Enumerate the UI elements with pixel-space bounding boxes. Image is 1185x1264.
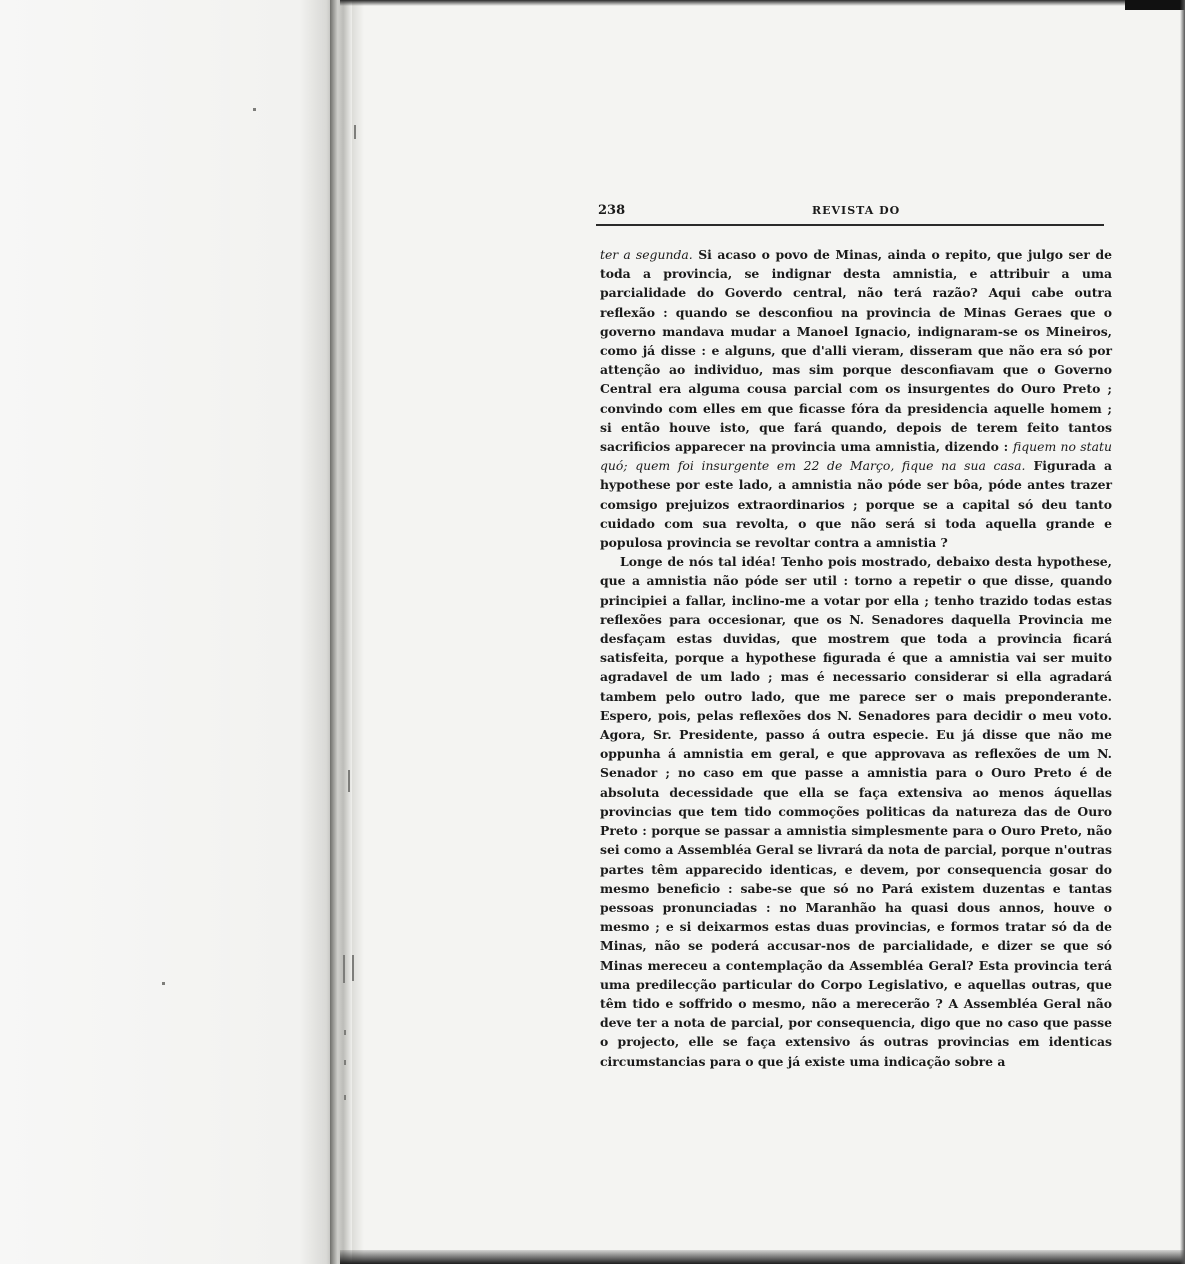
paragraph-text: Figurada a hypothese por este lado, a amnistia não póde ser bôa, póde antes trazer comsigo prejuizos extraordinarios ; porque se a capital só deu tanto cuidado com sua revolta, o que não será si toda aquella grande e populosa provincia se revoltar contra a amnistia ? <box>600 458 1112 551</box>
paragraph <box>600 245 1112 552</box>
scan-speck <box>352 955 354 981</box>
book-binding <box>330 0 352 1264</box>
scan-speck <box>162 982 165 985</box>
italic-quote: fiquem no statu quó; quem foi insurgente em 22 de Março, fique na sua casa. <box>600 439 1112 474</box>
scan-speck <box>343 955 345 983</box>
top-right-corner-shadow <box>1125 0 1185 10</box>
page-number: 238 <box>598 203 626 218</box>
running-title: REVISTA DO <box>812 204 901 217</box>
scan-speck <box>253 108 256 111</box>
page-header <box>598 203 1104 221</box>
scan-speck <box>344 1095 346 1100</box>
bottom-page-edge <box>340 1250 1185 1264</box>
left-page-margin <box>0 0 340 1264</box>
right-page-edge <box>1180 0 1185 1264</box>
scan-speck <box>344 1060 346 1065</box>
binding-shadow <box>352 0 364 1264</box>
top-page-edge <box>340 0 1185 6</box>
body-text <box>600 245 1112 1071</box>
scan-speck <box>344 1030 346 1035</box>
header-rule <box>596 224 1104 226</box>
paragraph: Longe de nós tal idéa! Tenho pois mostrado, debaixo desta hypothese, que a amnistia não póde ser util : torno a repetir o que disse, quando principiei a fallar, inclino-me a votar por ella ; tenho trazido todas estas reflexões para occesionar, que os N. Senadores daquella Provincia me desfaçam estas duvidas, que mostrem que toda a provincia ficará satisfeita, porque a hypothese figurada é que a amnistia vai ser muito agradavel de um lado ; mas é necessario considerar si ella agradará tambem pelo outro lado, que me parece ser o mais preponderante. Espero, pois, pelas reflexões dos N. Senadores para decidir o meu voto. Agora, Sr. Presidente, passo á outra especie. Eu já disse que não me oppunha á amnistia em geral, e que approvava as reflexões de um N. Senador ; no caso em que passe a amnistia para o Ouro Preto é de absoluta decessidade que ella se faça extensiva ao menos áquellas provincias que tem tido commoções politicas da natureza das de Ouro Preto : porque se passar a amnistia simplesmente para o Ouro Preto, não sei como a Assembléa Geral se livrará da nota de parcial, porque n'outras partes têm apparecido identicas, e devem, por consequencia gosar do mesmo beneficio : sabe-se que só no Pará existem duzentas e tantas pessoas pronunciadas : no Maranhão ha quasi dous annos, houve o mesmo ; e si deixarmos estas duas provincias, e formos tratar só da de Minas, não se poderá accusar-nos de parcialidade, e dizer se que só Minas mereceu a contemplação da Assembléa Geral? Esta provincia terá uma predilecção particular do Corpo Legislativo, e aquellas outras, que têm tido e soffrido o mesmo, não a merecerão ? A Assembléa Geral não deve ter a nota de parcial, por consequencia, digo que no caso que passe o projecto, elle se faça extensivo ás outras provincias em identicas circumstancias para o que já existe uma indicação sobre a <box>600 554 1112 1069</box>
scan-speck <box>354 125 356 139</box>
italic-fragment: ter a segunda. <box>600 247 693 262</box>
scan-speck <box>348 770 350 792</box>
paragraph-text: Si acaso o povo de Minas, ainda o repito, que julgo ser de toda a provincia, se indignar desta amnistia, e attribuir a uma parcialidade do Goverdo central, não terá razão? Aqui cabe outra reflexão : quando se desconfiou na provincia de Minas Geraes que o governo mandava mudar a Manoel Ignacio, indignaram-se os Mineiros, como já disse : e alguns, que d'alli vieram, disseram que não era só por attenção ao individuo, mas sim porque desconfiavam que o Governo Central era alguma cousa parcial com os insurgentes do Ouro Preto ; convindo com elles em que ficasse fóra da presidencia aquelle homem ; si então houve isto, que fará quando, depois de terem feito tantos sacrificios apparecer na provincia uma amnistia, dizendo : <box>600 247 1112 455</box>
